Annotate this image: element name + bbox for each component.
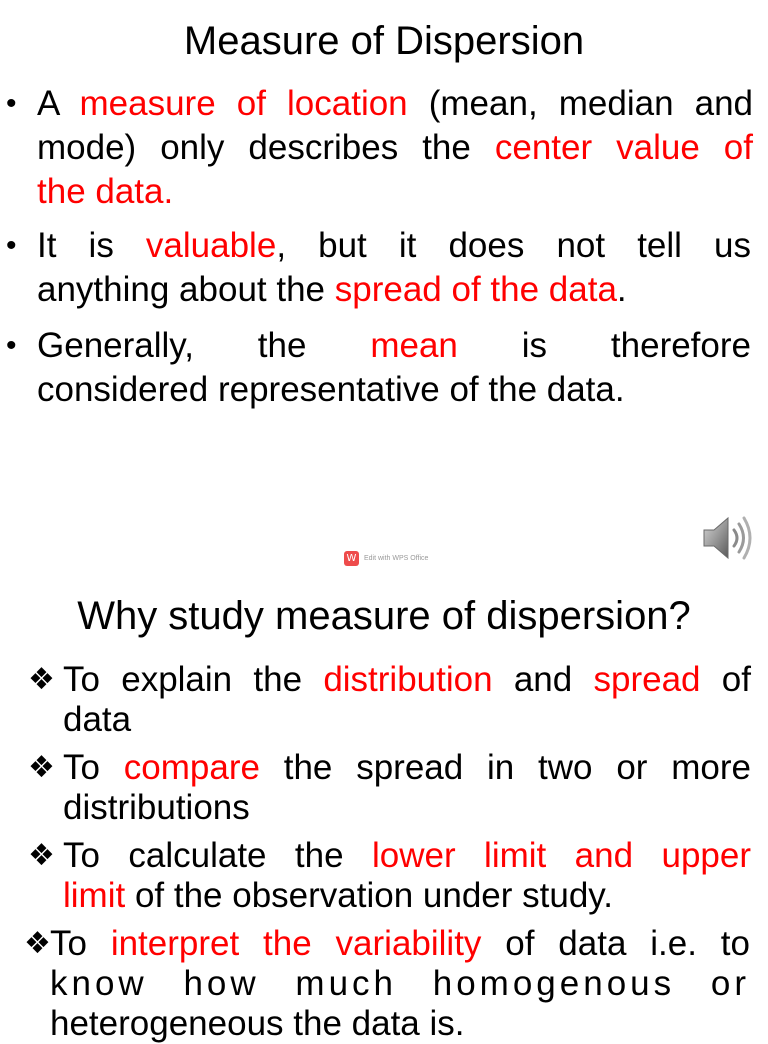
diamond-bullet-icon: ❖ (28, 839, 55, 872)
bullet-line: A measure of location (mean, median and (37, 84, 754, 123)
bullet-line: It is valuable, but it does not tell us (37, 226, 751, 265)
diamond-bullet-icon: ❖ (28, 663, 55, 696)
slide-2-bullet-2 (63, 748, 751, 828)
slide-2-bullet-3 (63, 836, 751, 916)
slide-1-bullet-3 (37, 324, 751, 412)
bullet-line: limit of the observation under study. (63, 876, 613, 915)
bullet-line: To calculate the lower limit and upper (63, 836, 751, 875)
slide-1-title: Measure of Dispersion (183, 19, 585, 63)
bullet-dot: • (6, 329, 17, 362)
speaker-icon[interactable] (700, 510, 756, 566)
diamond-bullet-icon: ❖ (28, 751, 55, 784)
bullet-line: mode) only describes the center value of (37, 128, 753, 167)
slide-1-bullet-2 (37, 224, 751, 312)
bullet-dot: • (6, 87, 17, 120)
wps-logo-icon: W (344, 551, 359, 566)
bullet-line: know how much homogenous or (50, 964, 750, 1003)
slide-2-bullet-1 (63, 660, 751, 740)
slide-1-bullet-1 (37, 82, 753, 214)
bullet-line: distributions (63, 788, 250, 827)
bullet-line: anything about the spread of the data. (37, 270, 627, 309)
slide-2-bullet-4 (50, 924, 750, 1044)
bullet-line: To explain the distribution and spread of (63, 660, 751, 699)
bullet-line: To compare the spread in two or more (63, 748, 751, 787)
wps-watermark (344, 550, 428, 566)
diamond-bullet-icon: ❖ (24, 927, 51, 960)
bullet-line: heterogeneous the data is. (50, 1004, 465, 1043)
bullet-line: considered representative of the data. (37, 370, 625, 409)
bullet-line: the data. (37, 172, 174, 211)
bullet-line: Generally, the mean is therefore (37, 326, 751, 365)
slide-2-title: Why study measure of dispersion? (77, 594, 691, 638)
bullet-line: To interpret the variability of data i.e. to (50, 924, 750, 963)
bullet-line: data (63, 700, 132, 739)
wps-watermark-text: Edit with WPS Office (364, 554, 429, 562)
bullet-dot: • (6, 229, 17, 262)
